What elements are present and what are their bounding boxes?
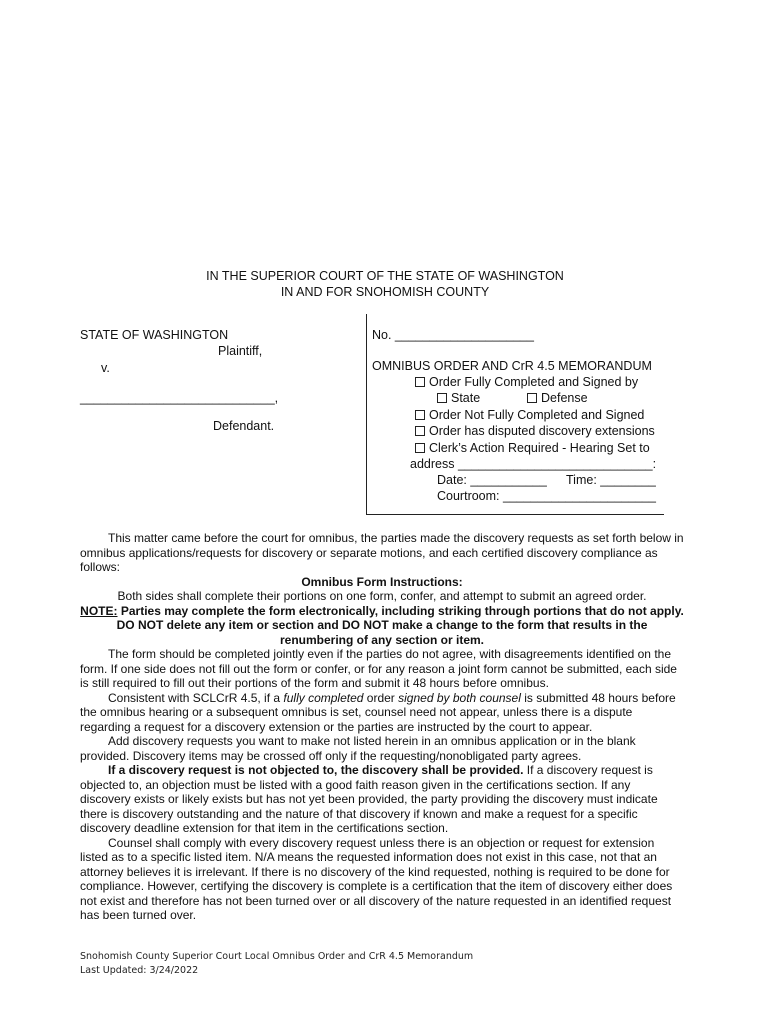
footer-title: Snohomish County Superior Court Local Omnibus Order and CrR 4.5 Memorandum — [80, 951, 474, 962]
court-title-line-2: IN AND FOR SNOHOMISH COUNTY — [280, 285, 490, 299]
option-fully-completed-label: Order Fully Completed and Signed by — [429, 375, 639, 389]
both-sides-paragraph: Both sides shall complete their portions on one form, confer, and attempt to submit an agreed order. — [117, 589, 647, 603]
counsel-paragraph: Counsel shall comply with every discovery request unless there is an objection or request for extension listed as to a specific listed item. N/A means the requested information does not exist in this case, not that an attorney believes it is irrelevant. If there is no discovery of the kind requested, nothing is required to be done for compliance. However, certifying the discovery is complete is a certification that the item of discovery either does not exist and therefore has not been turned over or all discovery of the nature requested in an identified request has been turned over. — [80, 835, 673, 922]
court-title-line-1: IN THE SUPERIOR COURT OF THE STATE OF WASHINGTON — [206, 269, 564, 283]
option-not-fully-completed[interactable] — [415, 407, 644, 424]
defendant-label: Defendant. — [213, 419, 275, 433]
note-text: Parties may complete the form electronically, including striking through portions that do not apply. DO NOT delete any item or section and DO NOT make a change to the form that results in the renumbering of any section or item. — [116, 603, 684, 647]
checkbox-fully-completed[interactable] — [415, 377, 425, 387]
case-number-field[interactable]: No. ____________________ — [372, 328, 534, 342]
checkbox-disputed-extensions[interactable] — [415, 426, 425, 436]
caption-vertical-divider — [366, 314, 367, 514]
note-paragraph — [80, 604, 684, 648]
sclcrr-text-c: is submitted 48 hours before the omnibus hearing or a subsequent omnibus is set, counsel need not appear, unless there is a dispute regarding a request for a discovery extension or the parties are instructed by the court to appear. — [80, 690, 676, 734]
sclcrr-paragraph — [80, 691, 684, 735]
plaintiff-name: STATE OF WASHINGTON — [80, 328, 229, 342]
option-state-label: State — [451, 391, 481, 405]
checkbox-clerk-action[interactable] — [415, 443, 425, 453]
footer-last-updated: Last Updated: 3/24/2022 — [80, 965, 199, 976]
plaintiff-label: Plaintiff, — [218, 344, 263, 358]
option-clerk-action[interactable] — [415, 440, 650, 457]
sclcrr-italic-fully-completed: fully completed — [283, 690, 364, 705]
objection-bold-text: If a discovery request is not objected to, the discovery shall be provided. — [108, 763, 524, 777]
option-state[interactable] — [437, 390, 480, 407]
caption-horizontal-divider — [366, 514, 664, 515]
option-defense[interactable] — [527, 390, 588, 407]
add-requests-paragraph: Add discovery requests you want to make not listed herein in an omnibus application or in the blank provided. Discovery items may be crossed off only if the requesting/nonobligated party agrees. — [80, 734, 636, 763]
option-fully-completed[interactable] — [415, 374, 638, 391]
option-not-fully-completed-label: Order Not Fully Completed and Signed — [429, 408, 645, 422]
objection-text: If a discovery request is objected to, an objection must be listed with a good faith reason given in the certifications section. If any discovery exists or likely exists but has not yet been provided, the party providing the discovery must indicate there is discovery outstanding and the nature of that discovery if known and make a request for a specific discovery deadline extension for that item in the certifications section. — [80, 763, 658, 835]
sclcrr-text-b: order — [363, 690, 399, 705]
objection-paragraph — [80, 763, 684, 836]
hearing-courtroom-field[interactable]: Courtroom: ______________________ — [437, 489, 656, 503]
order-body — [80, 531, 684, 923]
order-title: OMNIBUS ORDER AND CrR 4.5 MEMORANDUM — [372, 359, 652, 373]
versus-label: v. — [101, 361, 110, 375]
checkbox-not-fully-completed[interactable] — [415, 410, 425, 420]
hearing-address-field[interactable]: address ____________________________: — [410, 457, 657, 471]
intro-paragraph: This matter came before the court for omnibus, the parties made the discovery requests as set forth below in omnibus applications/requests for discovery or separate motions, and each certified discovery compliance as follows: — [80, 531, 684, 574]
defendant-name-blank: ____________________________, — [80, 391, 279, 405]
option-disputed-extensions-label: Order has disputed discovery extensions — [429, 424, 655, 438]
sclcrr-text-a: Consistent with SCLCrR 4.5, if a — [108, 690, 284, 705]
hearing-time-field[interactable]: Time: ________ — [566, 473, 656, 487]
checkbox-defense[interactable] — [527, 393, 537, 403]
note-label: NOTE: — [80, 603, 118, 618]
instructions-heading: Omnibus Form Instructions: — [301, 574, 463, 589]
jointly-paragraph: The form should be completed jointly even if the parties do not agree, with disagreements identified on the form. If one side does not fill out the form or confer, or for any reason a joint form cannot be submitted, each side is still required to fill out their portions of the form and submit it 48 hours before omnibus. — [80, 647, 677, 690]
option-disputed-extensions[interactable] — [415, 423, 655, 440]
option-defense-label: Defense — [541, 391, 588, 405]
hearing-date-field[interactable]: Date: ___________ — [437, 473, 547, 487]
checkbox-state[interactable] — [437, 393, 447, 403]
option-clerk-action-label: Clerk’s Action Required - Hearing Set to — [429, 441, 650, 455]
sclcrr-italic-signed-both: signed by both counsel — [398, 690, 521, 705]
